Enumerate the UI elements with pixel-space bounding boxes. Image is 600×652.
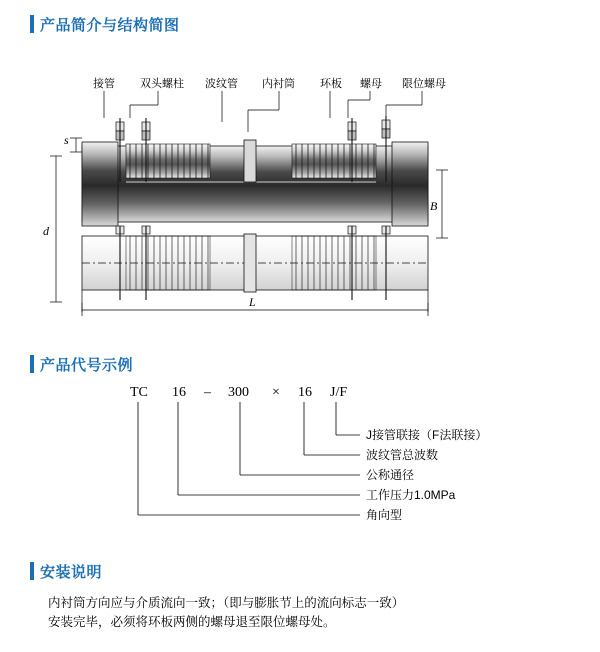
dimension-label-s: s [64, 133, 69, 147]
left-connection-pipe [82, 142, 118, 226]
callout-label-2: 波纹管 [205, 78, 238, 90]
diagram-callout-labels [93, 76, 446, 90]
code-descriptions [366, 427, 487, 522]
callout-label-4: 环板 [320, 78, 342, 90]
code-token-0: TC [130, 385, 148, 400]
product-code-example [30, 380, 570, 540]
section-title-intro: 产品简介与结构简图 [40, 17, 180, 34]
section-accent-bar-intro [30, 15, 34, 33]
right-connection-pipe [392, 142, 428, 226]
callout-label-6: 限位螺母 [402, 78, 446, 90]
dimension-label-d: d [43, 224, 49, 238]
section-title-install: 安装说明 [40, 564, 103, 581]
callout-label-3: 内衬筒 [262, 78, 295, 90]
code-token-6: J/F [330, 385, 348, 400]
dimension-label-L: L [249, 295, 256, 309]
structure-diagram [30, 60, 570, 320]
code-desc-2: 公称通径 [366, 468, 415, 482]
ring-plate-bottom [244, 234, 256, 292]
code-token-2: – [204, 385, 211, 400]
section-accent-bar-code [30, 355, 34, 373]
section-title-code: 产品代号示例 [40, 357, 134, 374]
code-tokens [130, 385, 347, 400]
install-note-0: 内衬筒方向应与介质流向一致；（即与膨胀节上的流向标志一致） [48, 596, 405, 610]
code-token-3: 300 [228, 385, 249, 400]
callout-label-5: 螺母 [360, 78, 382, 90]
callout-label-1: 双头螺柱 [140, 78, 184, 90]
code-desc-3: 工作压力1.0MPa [366, 488, 456, 502]
code-desc-4: 角向型 [366, 508, 403, 522]
code-desc-1: 波纹管总波数 [366, 448, 439, 462]
install-notes [48, 594, 568, 632]
code-desc-0: J接管联接（F法联接） [366, 428, 488, 442]
callout-label-0: 接管 [93, 78, 115, 90]
code-leader-lines [138, 402, 360, 515]
diagram-leader-lines [104, 91, 422, 132]
dimension-label-B: B [430, 199, 438, 213]
code-token-1: 16 [172, 385, 186, 400]
ring-plate-top [244, 140, 256, 182]
code-token-5: 16 [298, 385, 312, 400]
install-note-1: 安装完毕，必须将环板两侧的螺母退至限位螺母处。 [48, 615, 336, 629]
section-accent-bar-install [30, 562, 34, 580]
code-token-4: × [272, 385, 280, 400]
